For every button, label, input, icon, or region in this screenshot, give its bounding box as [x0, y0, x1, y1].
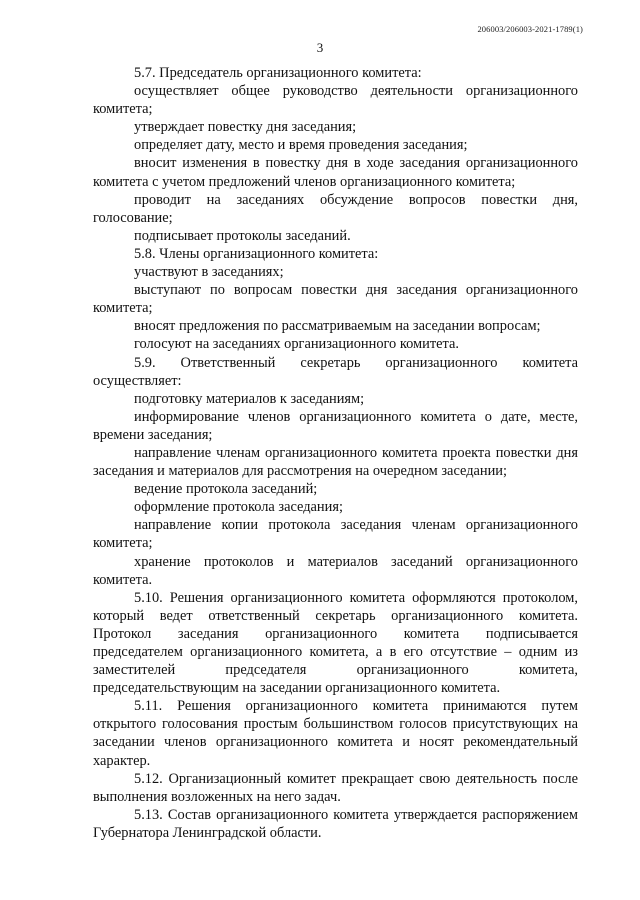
paragraph: участвуют в заседаниях; — [134, 264, 284, 281]
paragraph: определяет дату, место и время проведения заседания; — [134, 137, 468, 154]
paragraph: вносят предложения по рассматриваемым на заседании вопросам; — [134, 318, 541, 335]
paragraph: осуществляет общее руководство деятельности организационного комитета; — [93, 83, 578, 118]
paragraph: хранение протоколов и материалов заседаний организационного комитета. — [93, 553, 578, 588]
paragraph: ведение протокола заседаний; — [134, 481, 318, 498]
paragraph: голосуют на заседаниях организационного комитета. — [134, 336, 459, 353]
paragraph: 5.9. Ответственный секретарь организационного комитета осуществляет: — [93, 354, 578, 389]
document-id: 206003/206003-2021-1789(1) — [477, 24, 583, 34]
document-body — [93, 64, 578, 842]
paragraph: оформление протокола заседания; — [134, 499, 343, 516]
paragraph: подписывает протоколы заседаний. — [134, 227, 351, 244]
paragraph: направление членам организационного комитета проекта повестки дня заседания и материалов для рассмотрения на очередном заседании; — [93, 444, 578, 480]
paragraph: вносит изменения в повестку дня в ходе заседания организационного комитета с учетом предложений членов организационного комитета; — [93, 155, 578, 190]
paragraph: информирование членов организационного комитета о дате, месте, времени заседания; — [93, 408, 578, 443]
paragraph: проводит на заседаниях обсуждение вопросов повестки дня, голосование; — [93, 191, 578, 226]
paragraph: 5.8. Члены организационного комитета: — [134, 245, 379, 262]
paragraph: утверждает повестку дня заседания; — [134, 119, 357, 136]
paragraph: выступают по вопросам повестки дня заседания организационного комитета; — [93, 282, 578, 317]
paragraph: направление копии протокола заседания членам организационного комитета; — [93, 517, 578, 552]
paragraph: 5.7. Председатель организационного комитета: — [134, 65, 422, 81]
paragraph: 5.10. Решения организационного комитета оформляются протоколом, который ведет ответственный секретарь организационного комитета. Протокол заседания организационного комитета подписывается председателем организационного комитета, а в его отсутствие – одним из заместителей председателя организационного комитета, председательствующим на заседании организационного комитета. — [93, 589, 578, 697]
paragraph: подготовку материалов к заседаниям; — [134, 390, 365, 407]
paragraph: 5.12. Организационный комитет прекращает свою деятельность после выполнения возложенных на него задач. — [93, 770, 578, 805]
paragraph: 5.13. Состав организационного комитета утверждается распоряжением Губернатора Ленинградской области. — [93, 806, 578, 841]
page-number: 3 — [316, 40, 324, 55]
paragraph: 5.11. Решения организационного комитета принимаются путем открытого голосования простым большинством голосов присутствующих на заседании членов организационного комитета и носят рекомендательный характер. — [93, 698, 578, 769]
